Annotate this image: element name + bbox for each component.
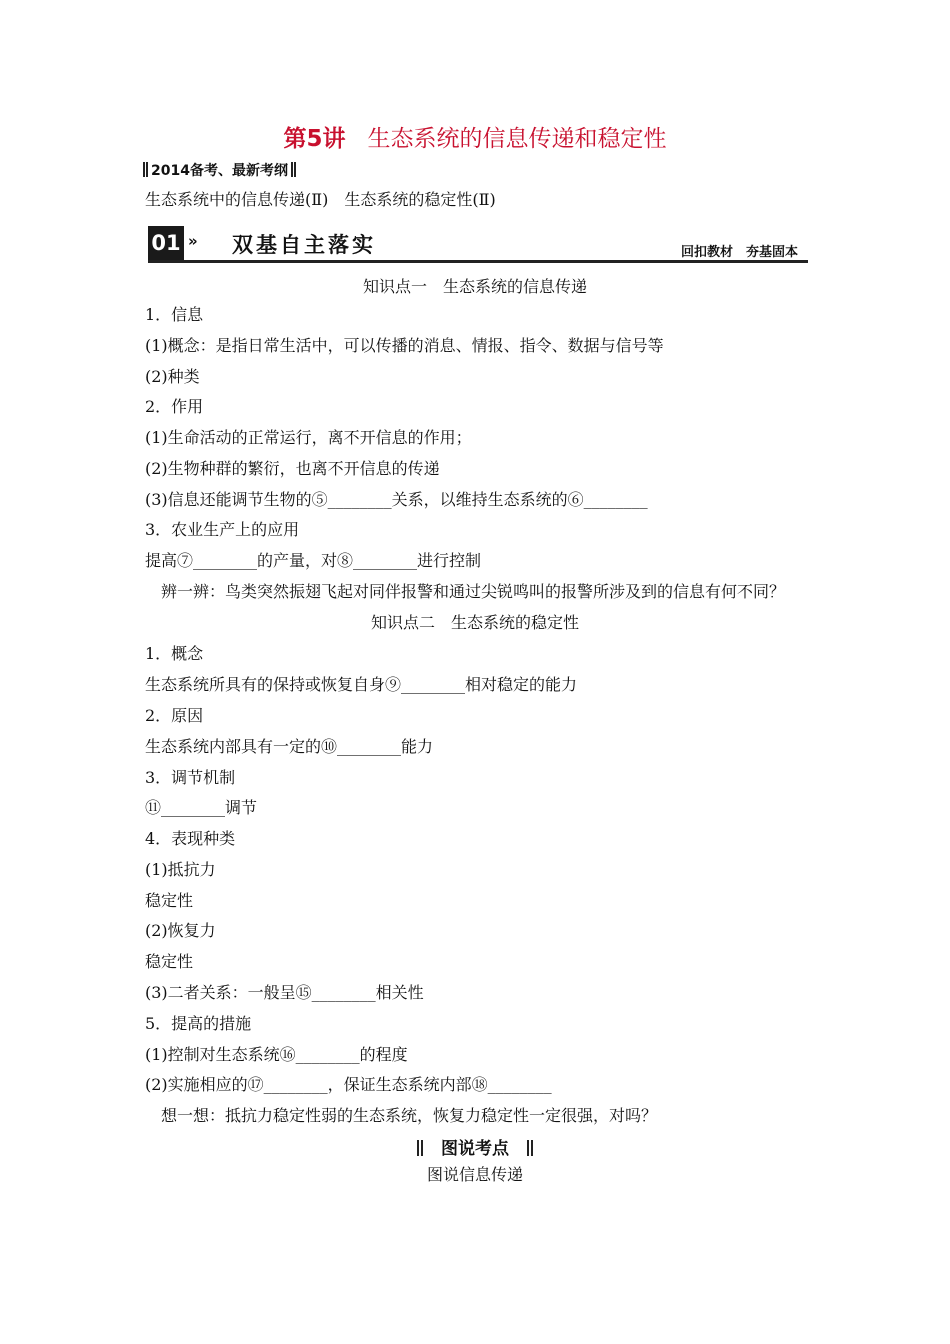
lecture-topic: 生态系统的信息传递和稳定性 bbox=[367, 126, 667, 152]
content-line: (2)生物种群的繁衍，也离不开信息的传递 bbox=[145, 459, 440, 478]
content-line: (1)概念：是指日常生活中，可以传播的消息、情报、指令、数据与信号等 bbox=[145, 336, 664, 355]
content-line: 生态系统内部具有一定的⑩________能力 bbox=[145, 737, 434, 756]
bar-left-icon bbox=[143, 162, 148, 177]
content-line: ⑪________调节 bbox=[145, 798, 258, 817]
section-heading: 知识点一 生态系统的信息传递 bbox=[362, 277, 587, 296]
banner-number: 01 bbox=[148, 226, 184, 260]
content-line: 1．信息 bbox=[145, 305, 204, 324]
content-line: (3)信息还能调节生物的⑤________关系，以维持生态系统的⑥________ bbox=[145, 490, 648, 509]
section-heading: 知识点二 生态系统的稳定性 bbox=[370, 613, 579, 632]
figure-section-subtitle: 图说信息传递 bbox=[426, 1165, 523, 1184]
lecture-title bbox=[0, 120, 950, 153]
outline-tag bbox=[143, 160, 296, 180]
lecture-number: 第5讲 bbox=[283, 126, 346, 152]
content-line: 5．提高的措施 bbox=[145, 1014, 252, 1033]
bar-right-icon bbox=[527, 1140, 533, 1156]
outline-text: 生态系统中的信息传递(Ⅱ) 生态系统的稳定性(Ⅱ) bbox=[145, 190, 496, 209]
bar-left-icon bbox=[417, 1140, 423, 1156]
figure-section-tag bbox=[0, 1134, 950, 1159]
bar-right-icon bbox=[291, 162, 296, 177]
section-banner bbox=[148, 226, 808, 264]
content-line: 2．作用 bbox=[145, 397, 204, 416]
content-line: 3．调节机制 bbox=[145, 768, 236, 787]
content-line: (2)种类 bbox=[145, 367, 200, 386]
content-line: 4．表现种类 bbox=[145, 829, 236, 848]
content-line: (2)恢复力 bbox=[145, 921, 216, 940]
double-arrow-icon: » bbox=[188, 232, 198, 250]
content-line: 提高⑦________的产量，对⑧________进行控制 bbox=[145, 551, 482, 570]
content-line: (1)抵抗力 bbox=[145, 860, 216, 879]
content-line: 1．概念 bbox=[145, 644, 204, 663]
content-line: (1)控制对生态系统⑯________的程度 bbox=[145, 1045, 408, 1064]
figure-section-label: 图说考点 bbox=[441, 1139, 509, 1159]
outline-tag-text: 2014备考、最新考纲 bbox=[151, 163, 288, 179]
content-line: 2．原因 bbox=[145, 706, 204, 725]
content-line: (2)实施相应的⑰________，保证生态系统内部⑱________ bbox=[145, 1075, 552, 1094]
banner-rule bbox=[148, 260, 808, 263]
banner-subtitle: 回扣教材 夯基固本 bbox=[680, 245, 798, 260]
question-line: 想一想：抵抗力稳定性弱的生态系统，恢复力稳定性一定很强，对吗？ bbox=[161, 1106, 658, 1125]
banner-heading: 双基自主落实 bbox=[232, 233, 376, 257]
question-line: 辨一辨：鸟类突然振翅飞起对同伴报警和通过尖锐鸣叫的报警所涉及到的信息有何不同？ bbox=[161, 582, 786, 601]
content-line: (1)生命活动的正常运行，离不开信息的作用； bbox=[145, 428, 472, 447]
content-line: (3)二者关系：一般呈⑮________相关性 bbox=[145, 983, 424, 1002]
content-line: 稳定性 bbox=[145, 952, 194, 971]
content-line: 3．农业生产上的应用 bbox=[145, 520, 300, 539]
content-line: 生态系统所具有的保持或恢复自身⑨________相对稳定的能力 bbox=[145, 675, 578, 694]
content-line: 稳定性 bbox=[145, 891, 194, 910]
